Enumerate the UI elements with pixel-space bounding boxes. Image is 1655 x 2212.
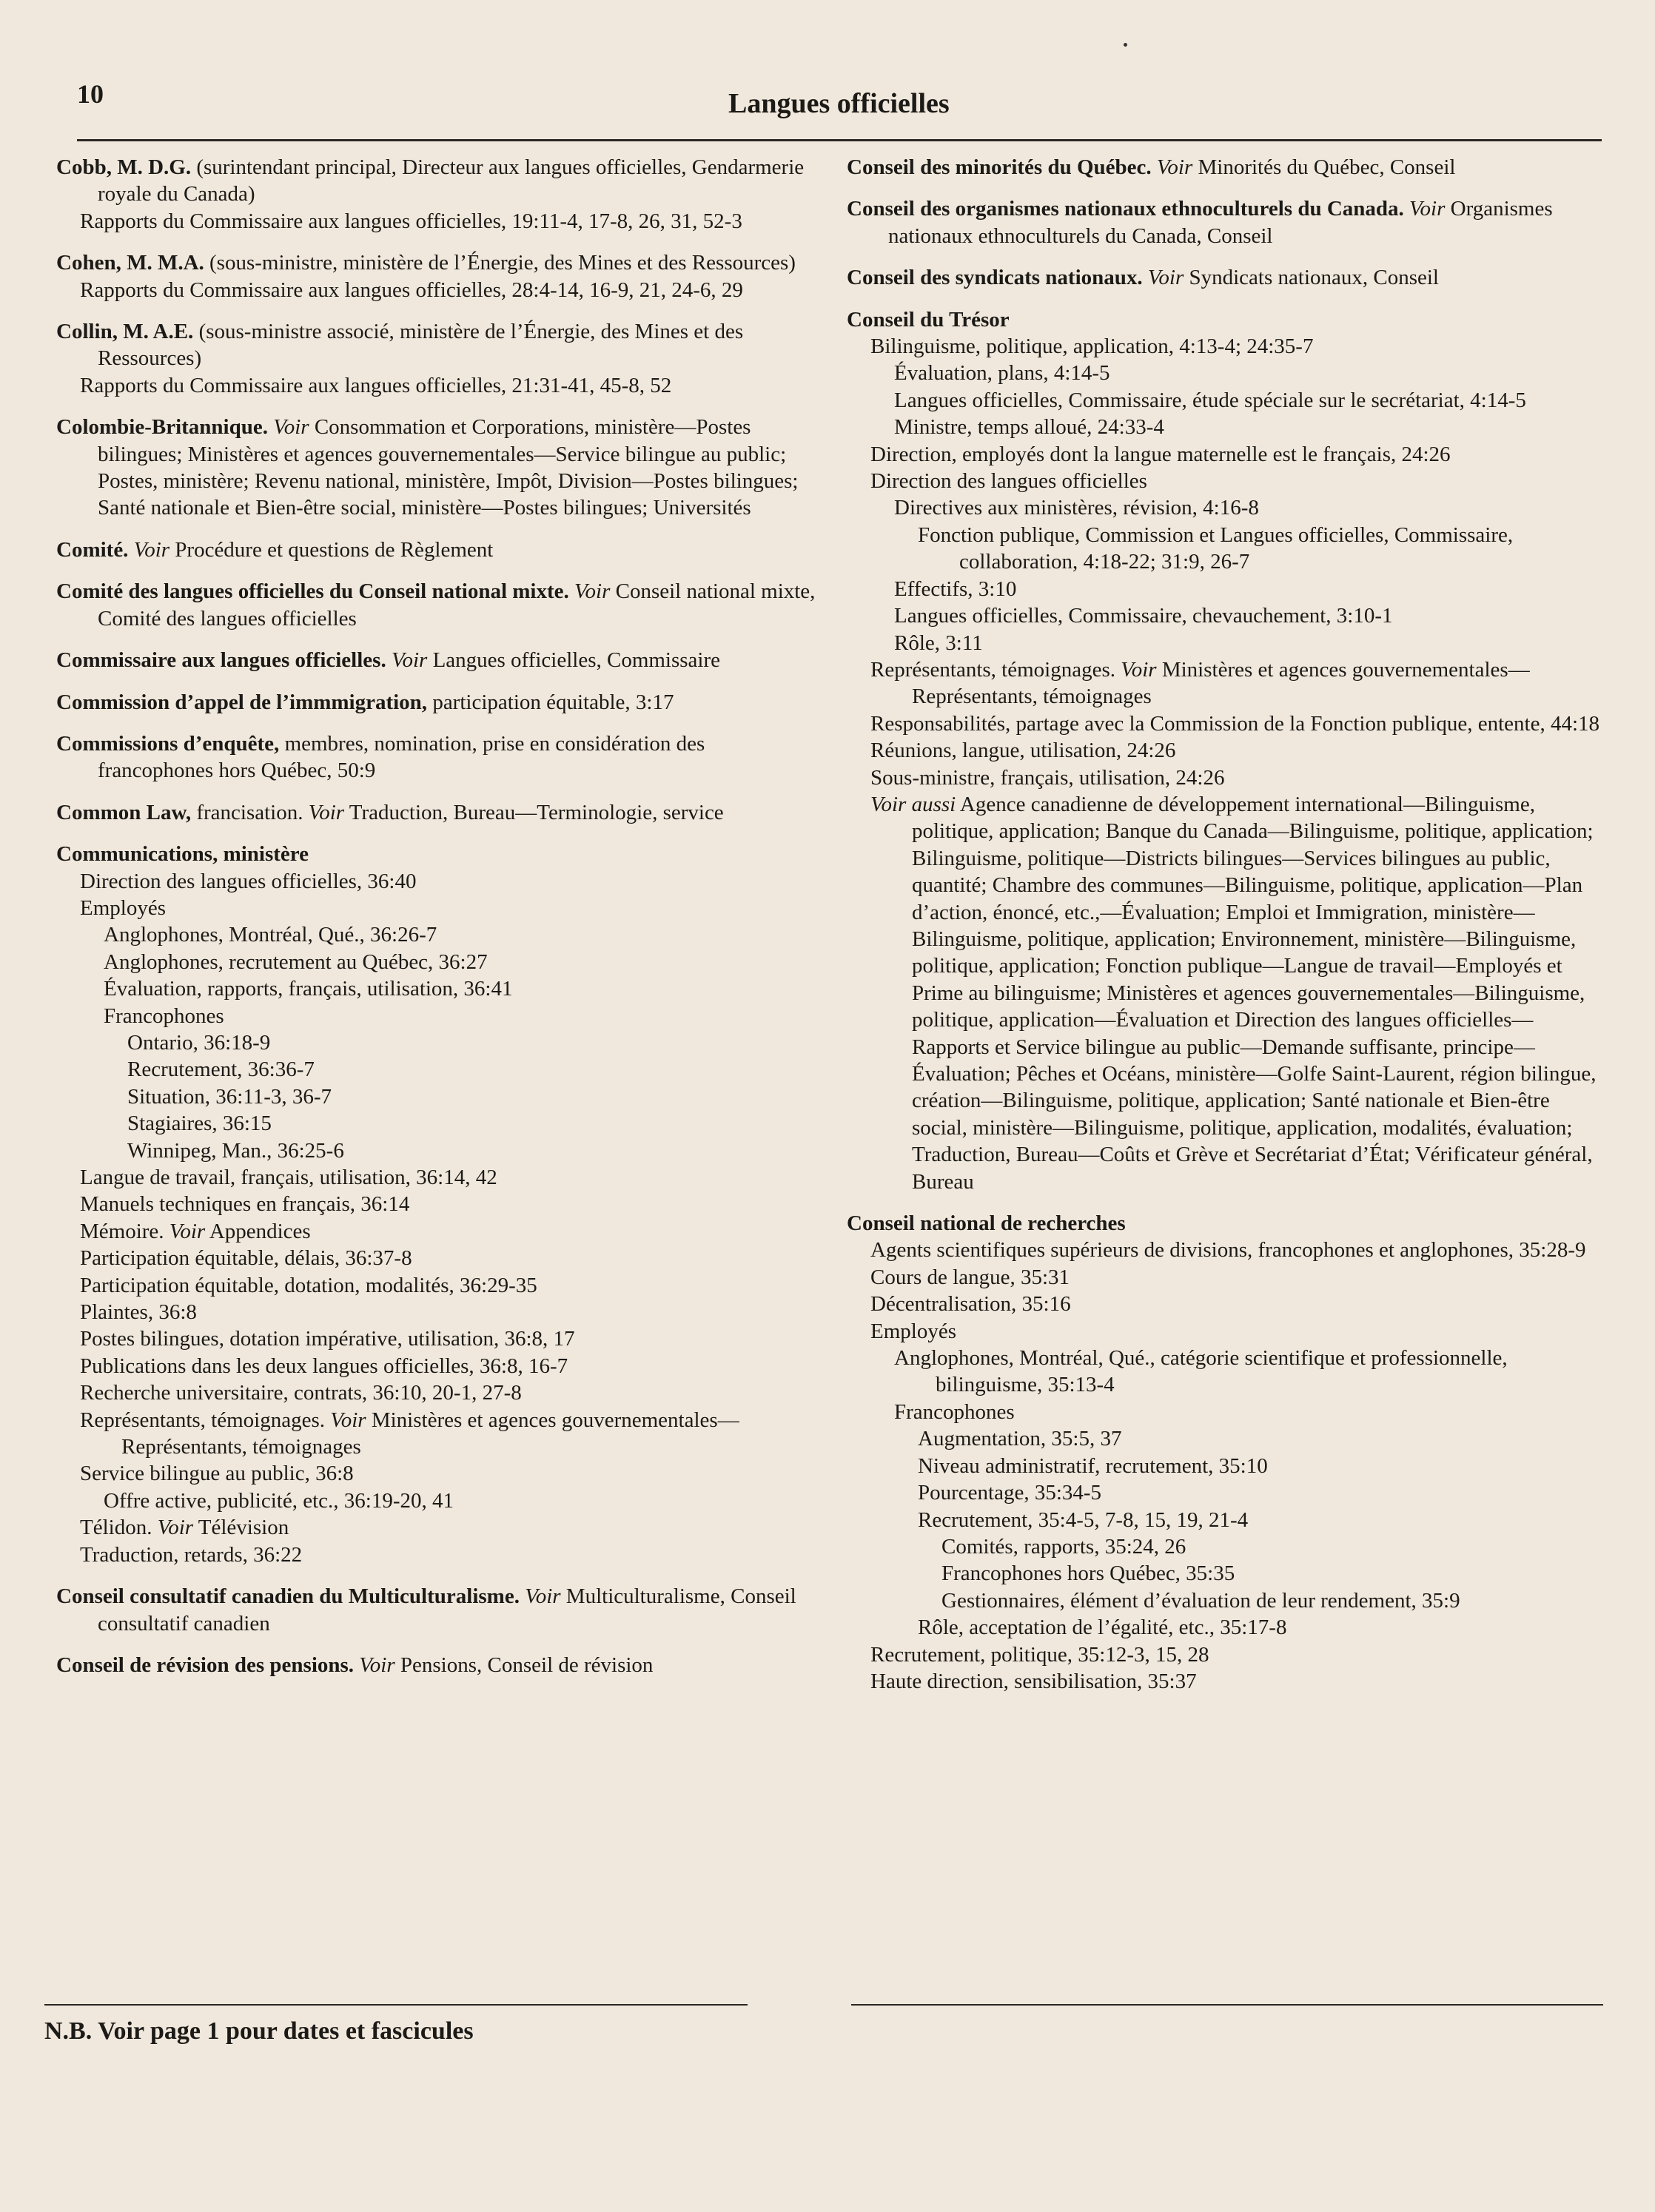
index-subentry	[56, 975, 819, 1002]
entry-heading: Comité des langues officielles du Conseil national mixte.	[56, 579, 569, 604]
entry-text: Participation équitable, dotation, modalités, 36:29-35	[80, 1273, 537, 1297]
index-subentry	[56, 1029, 819, 1056]
entry-text: Évaluation, rapports, français, utilisation, 36:41	[104, 977, 513, 1001]
index-subentry	[56, 1083, 819, 1110]
entry-heading: Conseil national de recherches	[847, 1211, 1126, 1236]
index-subentry	[847, 630, 1602, 656]
entry-text: Réunions, langue, utilisation, 24:26	[870, 739, 1176, 763]
entry-text: Langue de travail, français, utilisation, 36:14, 42	[80, 1166, 497, 1189]
entry-text: Agents scientifiques supérieurs de divisions, francophones et anglophones, 35:28-9	[870, 1238, 1586, 1263]
entry-text: Stagiaires, 36:15	[127, 1112, 272, 1136]
entry-text: Francophones	[894, 1399, 1015, 1424]
index-subentry	[847, 1507, 1602, 1533]
index-subentry	[56, 277, 819, 303]
cross-reference-label: Voir	[169, 1219, 206, 1243]
index-subentry	[847, 1264, 1602, 1291]
entry-text: Anglophones, Montréal, Qué., catégorie scientifique et professionnelle, bilinguisme, 35:13-4	[894, 1346, 1508, 1397]
index-subentry	[847, 602, 1602, 629]
entry-text: Service bilingue au public, 36:8	[80, 1462, 354, 1486]
index-subentry	[56, 1514, 819, 1541]
index-subentry	[56, 1272, 819, 1299]
entry-text: Représentants, témoignages.	[80, 1408, 325, 1432]
entry-text: Francophones hors Québec, 35:35	[941, 1561, 1235, 1586]
cross-reference-label: Voir aussi	[870, 792, 956, 816]
entry-heading: Commission d’appel de l’immmigration,	[56, 690, 428, 714]
index-subentry	[56, 1353, 819, 1379]
entry-text: Anglophones, Montréal, Qué., 36:26-7	[104, 923, 437, 947]
entry-text: Augmentation, 35:5, 37	[918, 1427, 1122, 1451]
entry-heading: Collin, M. A.E.	[56, 320, 194, 344]
index-subentry	[847, 1641, 1602, 1668]
index-subentry	[847, 387, 1602, 414]
entry-text: Niveau administratif, recrutement, 35:10	[918, 1453, 1268, 1478]
cross-reference-label: Voir	[133, 537, 170, 562]
index-entry	[56, 318, 819, 372]
cross-reference-label: Voir	[330, 1408, 366, 1432]
page-header	[77, 68, 1602, 120]
entry-text: Comités, rapports, 35:24, 26	[941, 1534, 1186, 1559]
index-entry	[56, 578, 819, 632]
entry-text: membres, nomination, prise en considération des francophones hors Québec, 50:9	[98, 731, 705, 783]
entry-text: Rôle, 3:11	[894, 631, 983, 655]
header-rule	[77, 139, 1602, 141]
entry-text: Participation équitable, délais, 36:37-8	[80, 1246, 412, 1271]
entry-text: Organismes nationaux ethnoculturels du Canada, Conseil	[888, 197, 1553, 248]
entry-text: Télidon.	[80, 1516, 152, 1540]
index-subentry	[847, 333, 1602, 360]
index-entry	[56, 414, 819, 522]
index-subentry	[56, 868, 819, 895]
entry-text: Rapports du Commissaire aux langues officielles, 19:11-4, 17-8, 26, 31, 52-3	[80, 209, 742, 233]
entry-heading: Commissions d’enquête,	[56, 731, 280, 756]
index-subentry	[847, 1668, 1602, 1695]
entry-text: Décentralisation, 35:16	[870, 1292, 1071, 1317]
entry-text: Responsabilités, partage avec la Commission de la Fonction publique, entente, 44:18	[870, 711, 1599, 736]
entry-text: Conseil national mixte, Comité des langues officielles	[98, 579, 816, 631]
entry-text: Ministères et agences gouvernementales—Représentants, témoignages	[912, 657, 1530, 709]
entry-heading: Common Law,	[56, 800, 192, 824]
index-subentry	[847, 522, 1602, 576]
cross-reference-label: Voir	[525, 1584, 561, 1609]
index-subentry	[847, 1291, 1602, 1317]
entry-text: Cours de langue, 35:31	[870, 1265, 1070, 1289]
index-subentry	[56, 1110, 819, 1137]
entry-text: Employés	[80, 895, 166, 920]
entry-heading: Cobb, M. D.G.	[56, 155, 192, 179]
index-entry	[56, 841, 819, 867]
entry-text: Direction des langues officielles	[870, 469, 1147, 494]
entry-text: Rapports du Commissaire aux langues officielles, 28:4-14, 16-9, 21, 24-6, 29	[80, 278, 743, 302]
cross-reference-label: Voir	[1147, 266, 1184, 290]
entry-text: Traduction, Bureau—Terminologie, service	[349, 800, 724, 824]
entry-text: Bilinguisme, politique, application, 4:13-4; 24:35-7	[870, 335, 1314, 359]
index-entry	[56, 647, 819, 673]
entry-text: Consommation et Corporations, ministère—Postes bilingues; Ministères et agences gouvernementales—Service bilingue au public; Postes, ministère; Revenu national, ministère, Impôt, Division—Postes bilingues; Santé nationale et Bien-être social, ministère—Postes bilingues; Universités	[98, 415, 799, 520]
entry-heading: Conseil consultatif canadien du Multiculturalisme.	[56, 1584, 520, 1609]
index-subentry	[847, 737, 1602, 764]
entry-text: Télévision	[198, 1516, 289, 1540]
index-entry	[56, 689, 819, 716]
entry-heading: Comité.	[56, 537, 129, 562]
index-entry	[56, 249, 819, 276]
index-entry	[56, 154, 819, 208]
entry-text: Anglophones, recrutement au Québec, 36:27	[104, 949, 488, 974]
footer-rule-left	[44, 2004, 748, 2006]
entry-text: participation équitable, 3:17	[427, 690, 674, 714]
entry-text: Pourcentage, 35:34-5	[918, 1481, 1102, 1505]
index-subentry	[847, 468, 1602, 494]
entry-heading: Conseil des minorités du Québec.	[847, 155, 1152, 179]
entry-text: (sous-ministre, ministère de l’Énergie, des Mines et des Ressources)	[204, 251, 796, 275]
entry-text: (sous-ministre associé, ministère de l’Énergie, des Mines et des Ressources)	[98, 320, 744, 371]
index-entry	[847, 306, 1602, 333]
index-subentry	[56, 1407, 819, 1461]
index-subentry	[847, 1237, 1602, 1263]
index-subentry	[847, 441, 1602, 468]
entry-text: Direction, employés dont la langue maternelle est le français, 24:26	[870, 442, 1451, 466]
entry-heading: Colombie-Britannique.	[56, 415, 268, 440]
entry-text: francisation.	[191, 800, 303, 824]
index-entry	[56, 1652, 819, 1678]
index-subentry	[56, 1003, 819, 1029]
cross-reference-label: Voir	[1156, 155, 1193, 179]
entry-text: Publications dans les deux langues officielles, 36:8, 16-7	[80, 1354, 568, 1378]
page-number: 10	[77, 79, 104, 109]
index-subentry	[847, 1453, 1602, 1479]
index-subentry	[847, 764, 1602, 791]
cross-reference-label: Voir	[574, 579, 611, 604]
entry-heading: Cohen, M. M.A.	[56, 251, 204, 275]
cross-reference-label: Voir	[1409, 197, 1446, 221]
entry-text: Haute direction, sensibilisation, 35:37	[870, 1669, 1197, 1693]
index-subentry	[847, 710, 1602, 737]
entry-text: Langues officielles, Commissaire, étude spéciale sur le secrétariat, 4:14-5	[894, 388, 1526, 412]
entry-text: Manuels techniques en français, 36:14	[80, 1192, 410, 1217]
entry-text: Situation, 36:11-3, 36-7	[127, 1084, 332, 1109]
cross-reference-label: Voir	[157, 1516, 194, 1540]
ink-speck	[1124, 43, 1127, 47]
index-subentry	[56, 372, 819, 399]
entry-text: Langues officielles, Commissaire	[432, 648, 721, 673]
entry-text: Plaintes, 36:8	[80, 1300, 197, 1325]
entry-heading: Conseil du Trésor	[847, 307, 1010, 332]
entry-text: Ontario, 36:18-9	[127, 1030, 271, 1055]
entry-text: Représentants, témoignages.	[870, 657, 1115, 682]
entry-text: Pensions, Conseil de révision	[400, 1653, 654, 1677]
cross-reference-label: Voir	[308, 800, 345, 824]
index-subentry	[847, 1479, 1602, 1506]
cross-reference-label: Voir	[391, 648, 428, 673]
entry-heading: Commissaire aux langues officielles.	[56, 648, 386, 673]
index-subentry	[56, 921, 819, 948]
entry-text: Ministre, temps alloué, 24:33-4	[894, 415, 1164, 440]
entry-text: Effectifs, 3:10	[894, 576, 1017, 601]
entry-text: Appendices	[209, 1219, 311, 1243]
index-entry	[56, 730, 819, 784]
index-subentry	[56, 1460, 819, 1487]
index-subentry	[847, 1345, 1602, 1399]
cross-reference-label: Voir	[1121, 657, 1157, 682]
entry-text: Rôle, acceptation de l’égalité, etc., 35:17-8	[918, 1616, 1287, 1640]
index-subentry	[847, 1318, 1602, 1345]
index-subentry	[56, 1325, 819, 1352]
index-entry	[847, 154, 1602, 181]
footer-note: N.B. Voir page 1 pour dates et fascicules	[44, 2017, 474, 2045]
cross-reference-label: Voir	[359, 1653, 395, 1677]
index-subentry	[56, 1487, 819, 1514]
entry-text: Recrutement, 35:4-5, 7-8, 15, 19, 21-4	[918, 1507, 1249, 1532]
entry-text: Employés	[870, 1319, 956, 1343]
index-subentry	[56, 1137, 819, 1164]
entry-text: Gestionnaires, élément d’évaluation de leur rendement, 35:9	[941, 1588, 1460, 1613]
entry-heading: Conseil des syndicats nationaux.	[847, 266, 1143, 290]
entry-text: Traduction, retards, 36:22	[80, 1542, 303, 1567]
index-subentry	[847, 1533, 1602, 1560]
entry-text: Syndicats nationaux, Conseil	[1189, 266, 1439, 290]
running-title: Langues officielles	[728, 88, 950, 119]
entry-text: Multiculturalisme, Conseil consultatif canadien	[98, 1584, 796, 1636]
entry-text: Procédure et questions de Règlement	[175, 537, 494, 562]
index-subentry	[56, 949, 819, 975]
index-subentry	[56, 1191, 819, 1217]
entry-text: Francophones	[104, 1004, 224, 1028]
index-subentry	[847, 360, 1602, 386]
index-subentry	[847, 1425, 1602, 1452]
entry-text: Mémoire.	[80, 1219, 164, 1243]
index-entry	[847, 1210, 1602, 1237]
entry-text: Agence canadienne de développement international—Bilinguisme, politique, application; Banque du Canada—Bilinguisme, politique, application; Bilinguisme, politique—Districts bilingues—Services bilingues au public, quantité; Chambre des communes—Bilinguisme, politique, application—Plan d’action, énoncé, etc.,—Évaluation; Emploi et Immigration, ministère—Bilinguisme, politique, application; Environnement, ministère—Bilinguisme, politique, application; Fonction publique—Langue de travail—Employés et Prime au bilinguisme; Ministères et agences gouvernementales—Bilinguisme, politique, application—Évaluation et Direction des langues officielles—Rapports et Service bilingue au public—Demande suffisante, principe—Évaluation; Pêches et Océans, ministère—Golfe Saint-Laurent, région bilingue, création—Bilinguisme, politique, application; Santé nationale et Bien-être social, ministère—Bilinguisme, politique, application, modalités, évaluation; Traduction, Bureau—Coûts et Grève et Secrétariat d’État; Vérificateur général, Bureau	[912, 792, 1597, 1194]
index-subentry	[56, 208, 819, 235]
index-entry	[56, 799, 819, 826]
entry-text: Évaluation, plans, 4:14-5	[894, 361, 1110, 386]
entry-heading: Communications, ministère	[56, 842, 309, 867]
entry-text: Recrutement, politique, 35:12-3, 15, 28	[870, 1642, 1209, 1667]
right-column	[847, 154, 1602, 1695]
index-subentry	[56, 1218, 819, 1245]
entry-text: Fonction publique, Commission et Langues officielles, Commissaire, collaboration, 4:18-22; 31:9, 26-7	[918, 522, 1514, 574]
index-subentry	[56, 1299, 819, 1325]
entry-text: Offre active, publicité, etc., 36:19-20, 41	[104, 1488, 454, 1513]
index-subentry	[56, 1056, 819, 1083]
entry-text: Postes bilingues, dotation impérative, utilisation, 36:8, 17	[80, 1327, 575, 1351]
index-subentry	[847, 656, 1602, 710]
footer-rule-right	[851, 2004, 1603, 2006]
index-subentry	[56, 1379, 819, 1406]
index-entry	[56, 1583, 819, 1637]
index-entry	[847, 264, 1602, 291]
index-subentry	[847, 1560, 1602, 1587]
cross-reference-label: Voir	[273, 415, 309, 440]
index-subentry	[847, 791, 1602, 1195]
index-subentry	[847, 494, 1602, 521]
index-subentry	[847, 1399, 1602, 1425]
entry-text: Winnipeg, Man., 36:25-6	[127, 1138, 344, 1163]
entry-text: Sous-ministre, français, utilisation, 24:26	[870, 765, 1225, 790]
index-entry	[847, 195, 1602, 249]
index-subentry	[56, 1164, 819, 1191]
entry-text: Minorités du Québec, Conseil	[1198, 155, 1456, 179]
index-subentry	[56, 895, 819, 921]
entry-heading: Conseil des organismes nationaux ethnoculturels du Canada.	[847, 197, 1404, 221]
left-column	[56, 154, 819, 1678]
index-subentry	[847, 414, 1602, 440]
entry-text: Rapports du Commissaire aux langues officielles, 21:31-41, 45-8, 52	[80, 373, 672, 397]
index-subentry	[847, 1614, 1602, 1641]
entry-text: Recherche universitaire, contrats, 36:10, 20-1, 27-8	[80, 1381, 522, 1405]
entry-text: Ministères et agences gouvernementales—Représentants, témoignages	[121, 1408, 739, 1459]
entry-text: Recrutement, 36:36-7	[127, 1058, 315, 1082]
entry-text: Direction des langues officielles, 36:40	[80, 869, 417, 893]
entry-text: (surintendant principal, Directeur aux langues officielles, Gendarmerie royale du Canada)	[98, 155, 805, 206]
entry-text: Langues officielles, Commissaire, chevauchement, 3:10-1	[894, 604, 1393, 628]
entry-text: Directives aux ministères, révision, 4:16-8	[894, 496, 1259, 520]
index-entry	[56, 537, 819, 563]
index-subentry	[847, 1587, 1602, 1614]
entry-heading: Conseil de révision des pensions.	[56, 1653, 355, 1677]
index-subentry	[847, 576, 1602, 602]
index-subentry	[56, 1245, 819, 1271]
index-subentry	[56, 1542, 819, 1568]
